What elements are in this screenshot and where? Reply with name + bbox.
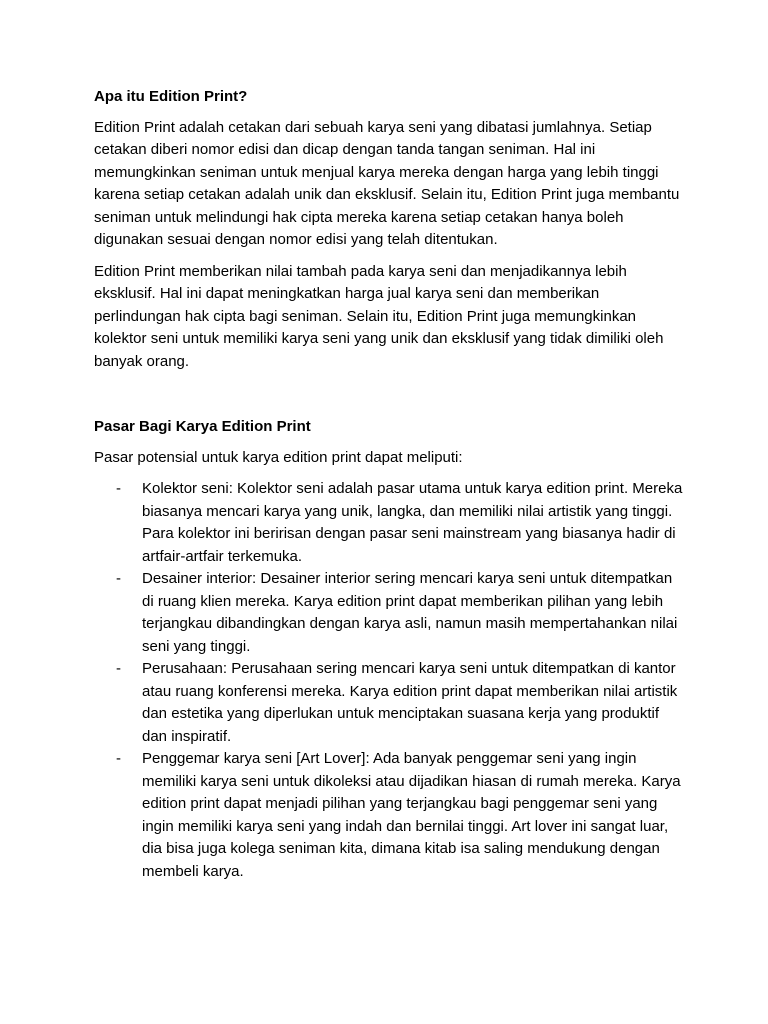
intro-paragraph: Pasar potensial untuk karya edition print dapat meliputi:	[94, 448, 463, 466]
section-heading: Apa itu Edition Print?	[94, 88, 248, 105]
section-what-is-edition-print	[94, 86, 684, 373]
list-item-text: Desainer interior: Desainer interior sering mencari karya seni untuk ditempatkan di ruang klien mereka. Karya edition print dapat memberikan pilihan yang lebih terjangkau dibandingkan dengan karya asli, namun masih mempertahankan nilai seni yang tinggi.	[142, 570, 678, 655]
list-item-text: Perusahaan: Perusahaan sering mencari karya seni untuk ditempatkan di kantor atau ruang konferensi mereka. Karya edition print dapat memberikan nilai artistik dan estetika yang diperlukan untuk menciptakan suasana kerja yang produktif dan inspiratif.	[142, 660, 678, 745]
list-item	[94, 658, 684, 748]
bullet-dash: -	[116, 570, 121, 587]
document-page	[94, 86, 684, 883]
bullet-dash: -	[116, 480, 121, 497]
list-item-text: Penggemar karya seni [Art Lover]: Ada banyak penggemar seni yang ingin memiliki karya seni untuk dikoleksi atau dijadikan hiasan di rumah mereka. Karya edition print dapat menjadi pilihan yang terjangkau bagi penggemar seni yang ingin memiliki karya seni yang indah dan bernilai tinggi. Art lover ini sangat luar, dia bisa juga kolega seniman kita, dimana kitab isa saling mendukung dengan membeli karya.	[142, 750, 681, 880]
list-item-text: Kolektor seni: Kolektor seni adalah pasar utama untuk karya edition print. Mereka biasanya mencari karya yang unik, langka, dan memiliki nilai artistik yang tinggi. Para kolektor ini beririsan dengan pasar seni mainstream yang biasanya hadir di artfair-artfair terkemuka.	[142, 480, 683, 565]
section-heading: Pasar Bagi Karya Edition Print	[94, 418, 311, 435]
list-item	[94, 478, 684, 568]
list-item	[94, 748, 684, 883]
bullet-dash: -	[116, 660, 121, 677]
section-market	[94, 416, 684, 883]
list-item	[94, 568, 684, 658]
bullet-dash: -	[116, 750, 121, 767]
paragraph: Edition Print adalah cetakan dari sebuah karya seni yang dibatasi jumlahnya. Setiap cetakan diberi nomor edisi dan dicap dengan tanda tangan seniman. Hal ini memungkinkan seniman untuk menjual karya mereka dengan harga yang lebih tinggi karena setiap cetakan adalah unik dan eksklusif. Selain itu, Edition Print juga membantu seniman untuk melindungi hak cipta mereka karena setiap cetakan hanya boleh digunakan sesuai dengan nomor edisi yang telah ditentukan.	[94, 118, 680, 248]
market-list	[94, 478, 684, 883]
paragraph: Edition Print memberikan nilai tambah pada karya seni dan menjadikannya lebih eksklusif. Hal ini dapat meningkatkan harga jual karya seni dan memberikan perlindungan hak cipta bagi seniman. Selain itu, Edition Print juga memungkinkan kolektor seni untuk memiliki karya seni yang unik dan eksklusif yang tidak dimiliki oleh banyak orang.	[94, 262, 664, 370]
